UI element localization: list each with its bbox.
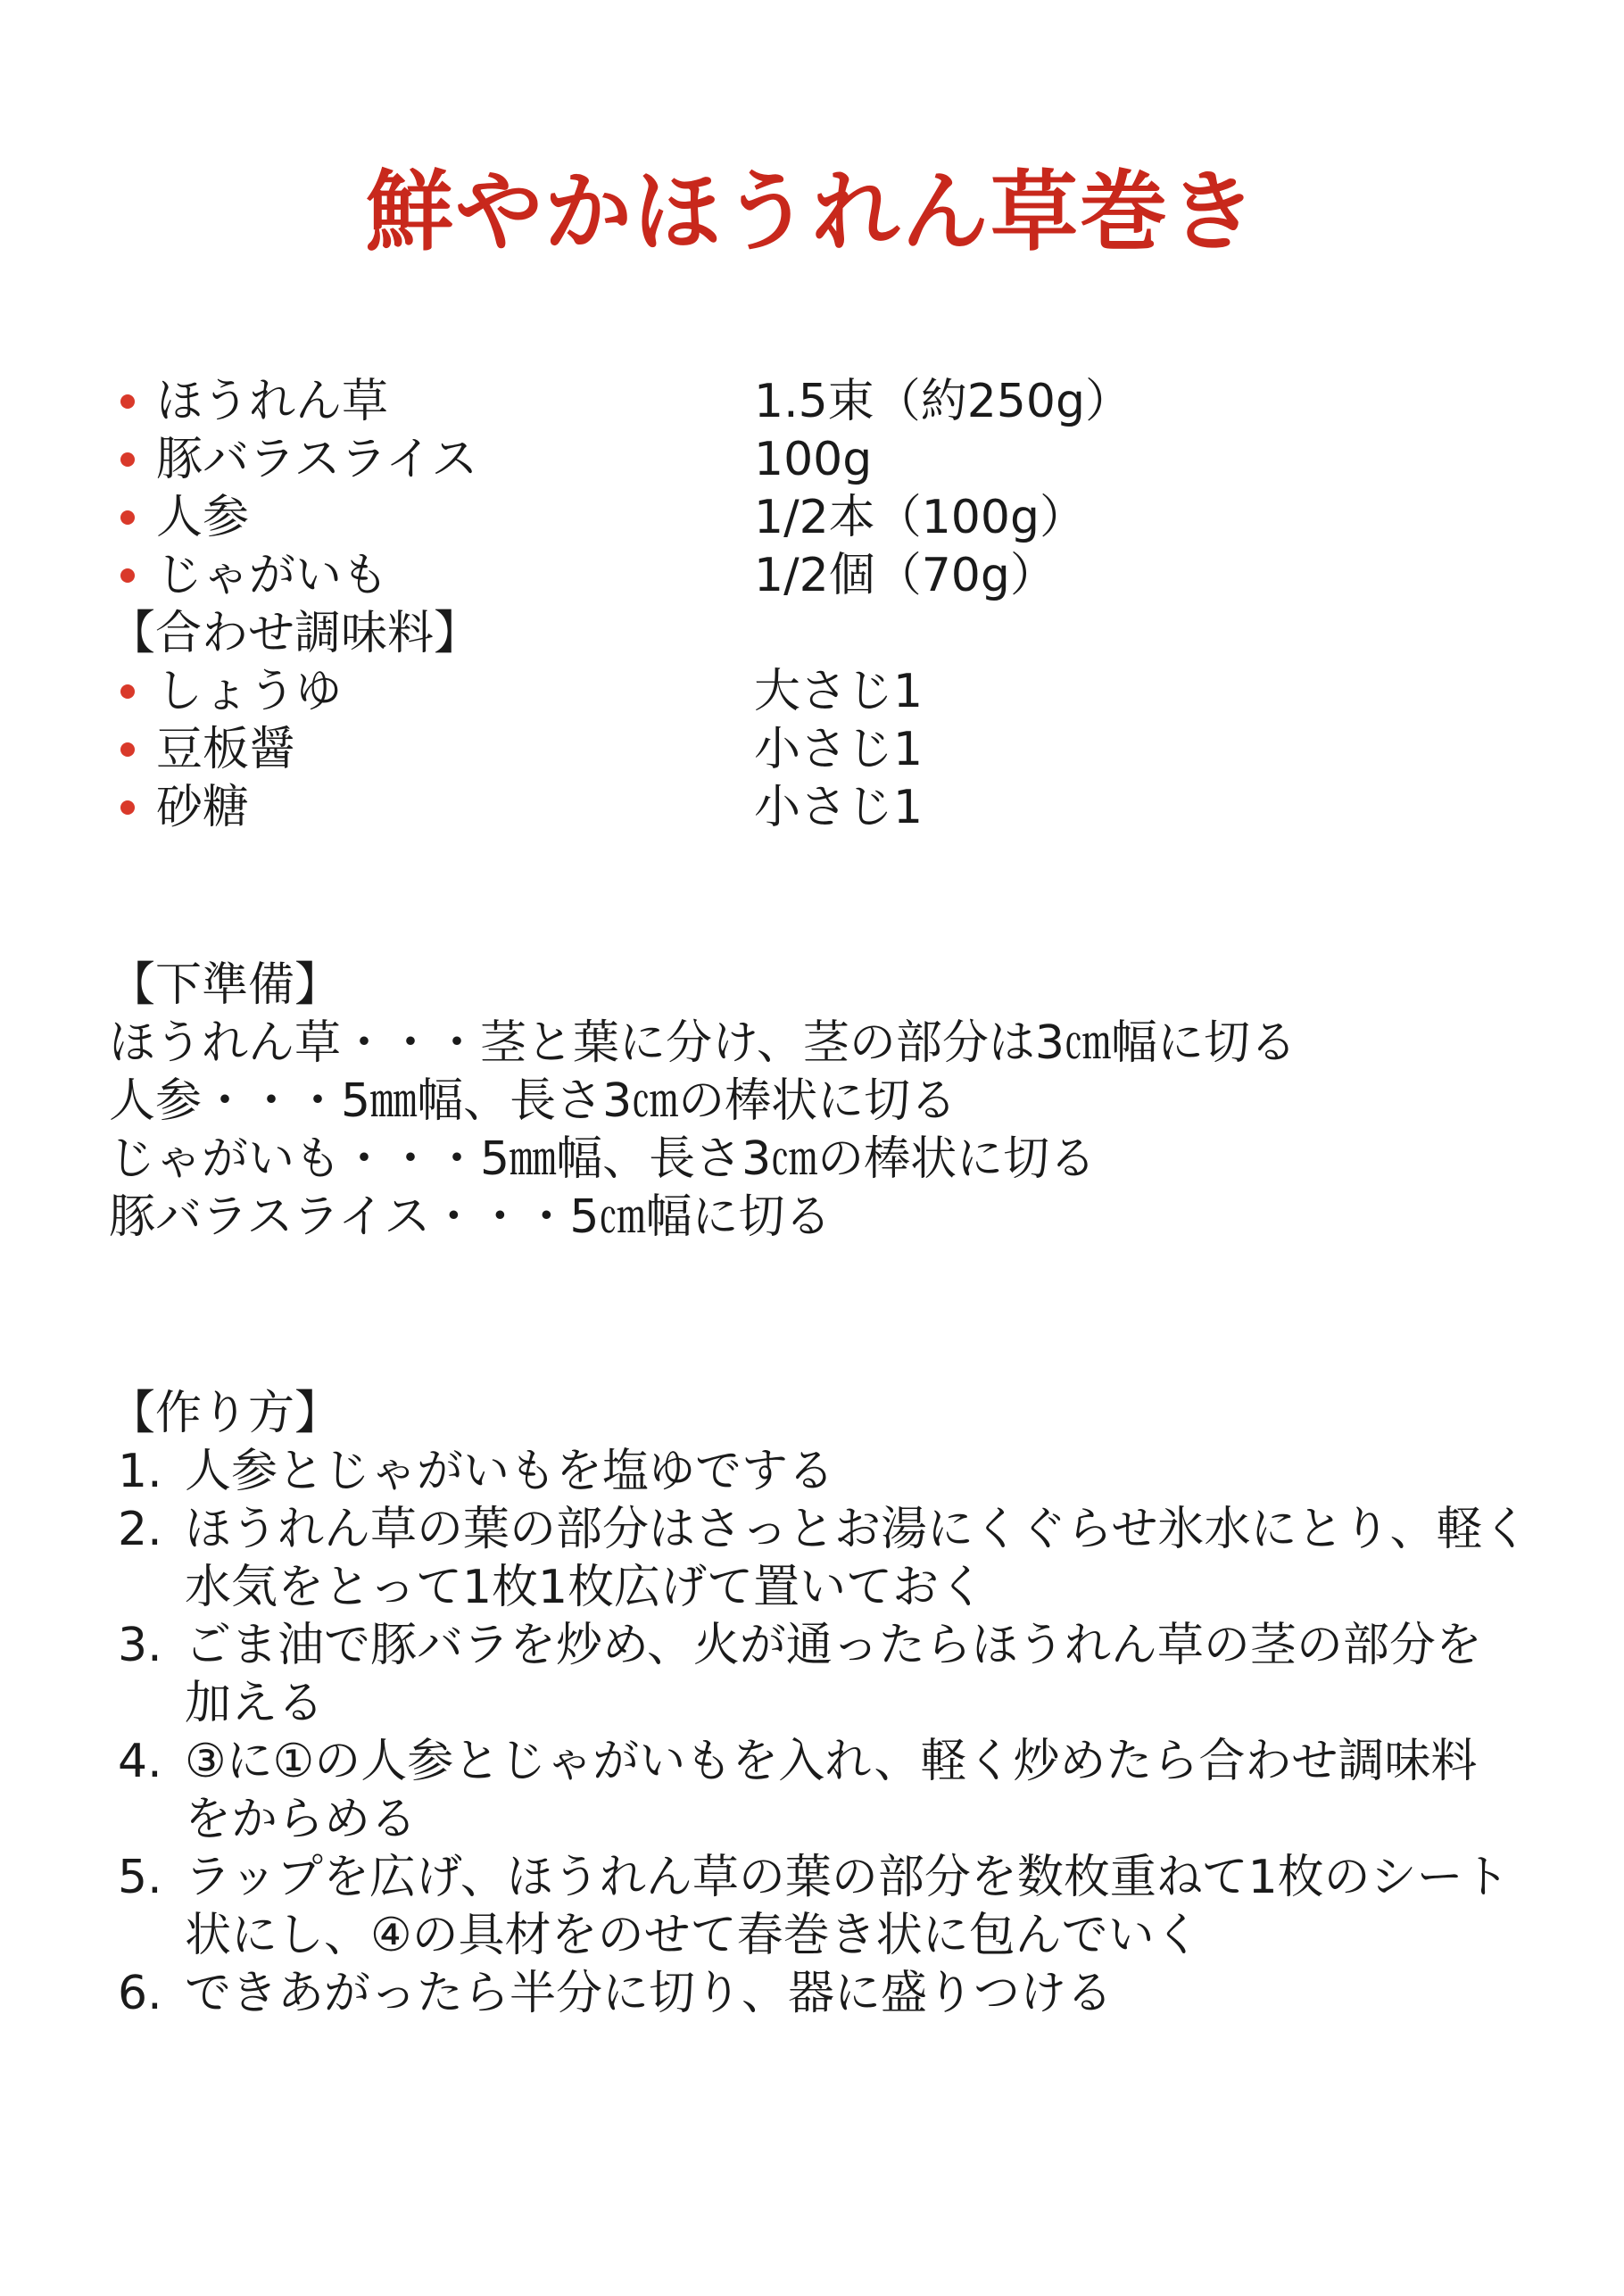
prep-line: 豚バラスライス・・・5㎝幅に切る	[109, 1190, 832, 1244]
ingredient-name: 人参	[156, 491, 250, 544]
seasoning-row	[109, 663, 1447, 721]
ingredient-amount: 1/2個（70g）	[754, 549, 1056, 602]
method-section	[109, 1385, 1554, 2023]
step-number: 3.	[118, 1619, 162, 1672]
ingredient-name: ほうれん草	[156, 375, 389, 428]
prep-line: じゃがいも・・・5㎜幅、長さ3㎝の棒状に切る	[109, 1132, 1097, 1186]
method-step	[109, 1965, 1554, 2023]
prep-heading: 【下準備】	[109, 958, 342, 1012]
bullet-icon	[120, 510, 135, 525]
seasoning-heading: 【合わせ調味料】	[109, 607, 481, 660]
seasoning-amount: 小さじ1	[754, 781, 924, 834]
step-text: 人参とじゃがいもを塩ゆでする	[185, 1445, 835, 1498]
step-text: ほうれん草の葉の部分はさっとお湯にくぐらせ氷水にとり、軽く	[185, 1503, 1529, 1556]
ingredient-amount: 1.5束（約250g）	[754, 375, 1131, 428]
ingredient-row	[109, 431, 1447, 489]
seasoning-name: 砂糖	[156, 781, 250, 834]
seasoning-row	[109, 779, 1447, 837]
seasoning-amount: 小さじ1	[754, 723, 924, 776]
step-text: ごま油で豚バラを炒め、火が通ったらほうれん草の茎の部分を	[185, 1619, 1482, 1672]
step-text: できあがったら半分に切り、器に盛りつける	[185, 1967, 1114, 2020]
step-text: 水気をとって1枚1枚広げて置いておく	[185, 1561, 986, 1614]
step-number: 2.	[118, 1503, 162, 1556]
seasoning-name: しょうゆ	[156, 665, 343, 718]
bullet-icon	[120, 742, 135, 757]
ingredient-name: 豚バラスライス	[156, 433, 478, 486]
step-text: ラップを広げ、ほうれん草の葉の部分を数枚重ねて1枚のシート	[185, 1851, 1510, 1904]
ingredient-amount: 100g	[754, 433, 873, 486]
prep-line: 人参・・・5㎜幅、長さ3㎝の棒状に切る	[109, 1074, 957, 1128]
ingredient-list	[109, 373, 1447, 837]
prep-line: ほうれん草・・・茎と葉に分け、茎の部分は3㎝幅に切る	[109, 1016, 1297, 1070]
bullet-icon	[120, 394, 135, 409]
step-text: ③に①の人参とじゃがいもを入れ、軽く炒めたら合わせ調味料	[185, 1735, 1478, 1788]
step-number: 1.	[118, 1445, 162, 1498]
method-step	[109, 1617, 1554, 1733]
seasoning-name: 豆板醤	[156, 723, 296, 776]
prep-section	[109, 957, 1537, 1247]
method-step	[109, 1733, 1554, 1849]
method-heading: 【作り方】	[109, 1387, 342, 1440]
step-number: 5.	[118, 1851, 162, 1904]
bullet-icon	[120, 800, 135, 815]
ingredient-row	[109, 489, 1447, 547]
method-step	[109, 1849, 1554, 1965]
bullet-icon	[120, 452, 135, 467]
recipe-title: 鮮やかほうれん草巻き	[365, 162, 1258, 263]
ingredient-name: じゃがいも	[156, 549, 389, 602]
seasoning-amount: 大さじ1	[754, 665, 924, 718]
step-text: をからめる	[185, 1793, 418, 1846]
step-number: 6.	[118, 1967, 162, 2020]
step-text: 加える	[185, 1677, 325, 1730]
bullet-icon	[120, 684, 135, 699]
ingredient-row	[109, 547, 1447, 605]
method-step	[109, 1443, 1554, 1501]
bullet-icon	[120, 568, 135, 583]
ingredient-amount: 1/2本（100g）	[754, 491, 1086, 544]
seasoning-row	[109, 721, 1447, 779]
method-step	[109, 1501, 1554, 1617]
ingredient-row	[109, 373, 1447, 431]
step-text: 状にし、④の具材をのせて春巻き状に包んでいく	[185, 1909, 1201, 1962]
step-number: 4.	[118, 1735, 162, 1788]
